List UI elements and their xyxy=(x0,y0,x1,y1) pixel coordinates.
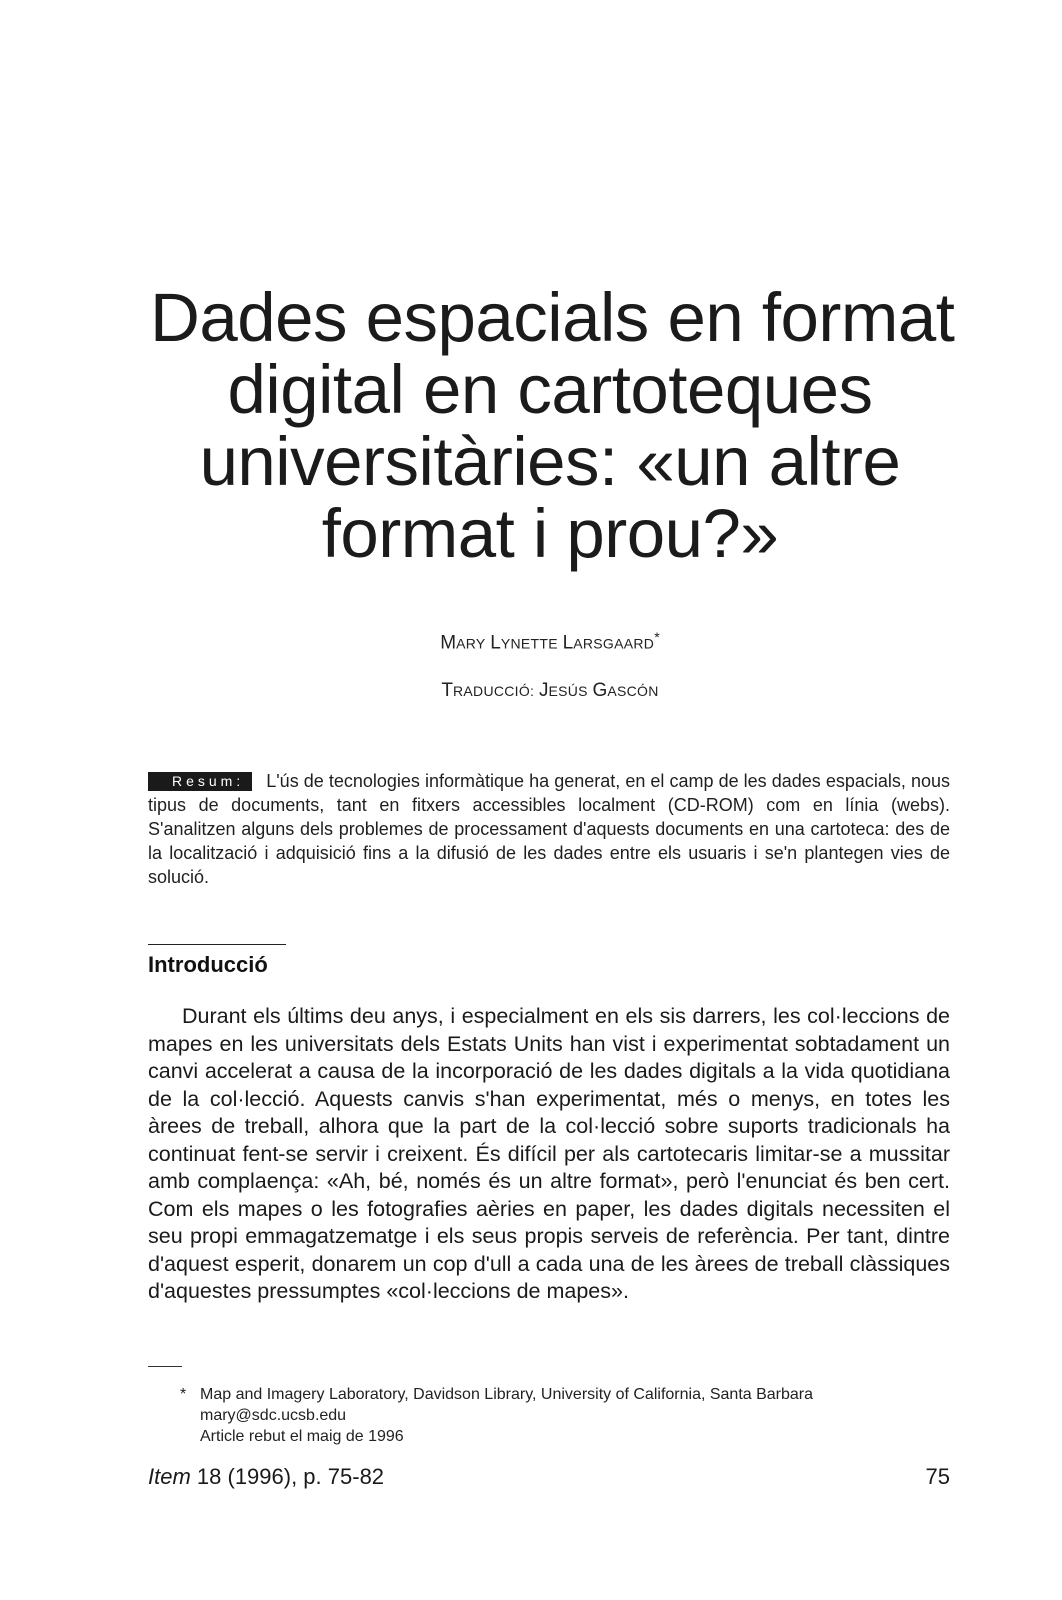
title-line: digital en cartoteques xyxy=(227,351,873,428)
article-title xyxy=(150,279,955,572)
body-paragraph: Durant els últims deu anys, i especialment en els sis darrers, les col·leccions de mapes en les universitats dels Estats Units han vist i experimentat sobtadament un canvi accelerat a causa de la incorporació de les dades digitals a la vida quotidiana de la col·lecció. Aquests canvis s'han experimentat, més o menys, en totes les àrees de treball, alhora que la part de la col·lecció sobre suports tradicionals ha continuat fent-se servir i creixent. És difícil per als cartotecaris limitar-se a mussitar amb complaença: «Ah, bé, només és un altre format», però l'enunciat és ben cert. Com els mapes o les fotografies aèries en paper, les dades digitals necessiten el seu propi emmagatzematge i els seus propis serveis de referència. Per tant, dintre d'aquest esperit, donarem un cop d'ull a cada una de les àrees de treball clàssiques d'aquestes pressumptes «col·leccions de mapes». xyxy=(148,1004,950,1303)
abstract xyxy=(148,769,950,889)
translator-credit: TRADUCCIÓ: JESÚS GASCÓN xyxy=(441,680,659,701)
abstract-text: L'ús de tecnologies informàtique ha generat, en el camp de les dades espacials, nous tipus de documents, tant en fitxers accessibles localment (CD-ROM) com en línia (webs). S'analitzen alguns dels problemes de processament d'aquests documents en una cartoteca: des de la localització i adquisició fins a la difusió de les dades entre els usuaris i se'n plantegen vies de solució. xyxy=(148,771,950,887)
footnote-mark: * xyxy=(180,1386,187,1403)
footnote-divider xyxy=(148,1366,182,1367)
page-number: 75 xyxy=(925,1464,950,1489)
title-line: universitàries: «un altre xyxy=(199,423,901,500)
footnote-email: mary@sdc.ucsb.edu xyxy=(200,1407,347,1424)
footnote-mark: * xyxy=(654,630,660,646)
author-name: MARY LYNETTE LARSGAARD* xyxy=(440,630,660,654)
citation-details: 18 (1996), p. 75-82 xyxy=(190,1464,385,1489)
footnote-received: Article rebut el maig de 1996 xyxy=(200,1428,404,1445)
footnote-affiliation: Map and Imagery Laboratory, Davidson Library, University of California, Santa Barbara xyxy=(200,1386,814,1403)
title-line: Dades espacials en format xyxy=(150,279,955,356)
abstract-label: Resum: xyxy=(148,772,252,791)
journal-citation xyxy=(148,1464,384,1490)
journal-name: Item xyxy=(148,1464,191,1489)
section-heading: Introducció xyxy=(148,952,268,977)
footnote xyxy=(180,1384,950,1447)
section-divider xyxy=(148,944,286,945)
title-line: format i prou?» xyxy=(321,495,779,572)
